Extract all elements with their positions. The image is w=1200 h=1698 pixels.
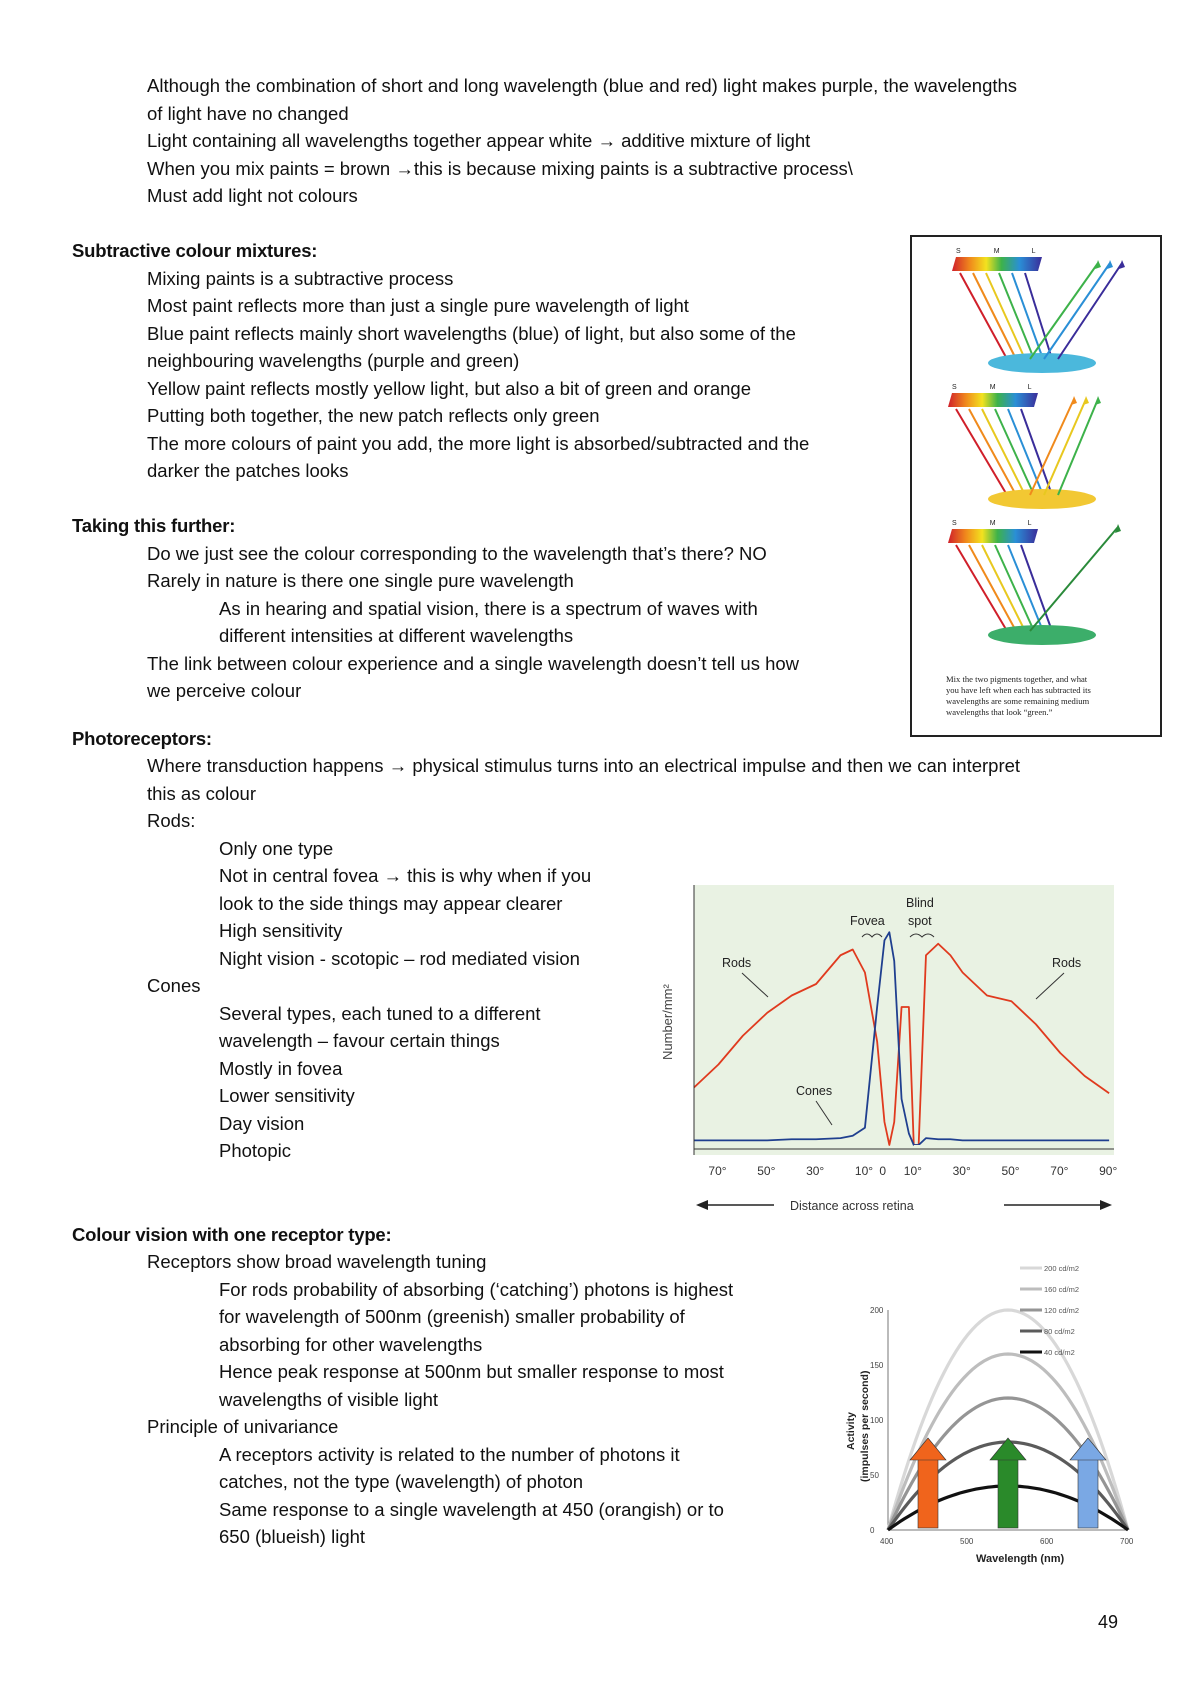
page-number: 49	[1097, 1612, 1118, 1632]
paint-patch	[988, 489, 1096, 509]
y-axis-label: Activity	[845, 1412, 857, 1450]
spectrum-strip	[948, 529, 1038, 543]
legend-label: 80 cd/m2	[1044, 1327, 1075, 1336]
section-heading-univariance: Colour vision with one receptor type:	[72, 1223, 392, 1245]
sub-bullet: Lower sensitivity	[219, 1085, 355, 1106]
spectrum-label: M	[993, 248, 1000, 255]
x-tick-label: 10°	[903, 1164, 922, 1178]
bullet: When you mix paints = brown →this is because mixing paints is a subtractive process\	[147, 157, 853, 179]
sub-bullet-cont: 650 (blueish) light	[219, 1526, 366, 1547]
bullet: Most paint reflects more than just a single pure wavelength of light	[147, 295, 689, 316]
sub-bullet-cont: look to the side things may appear clearer	[219, 892, 563, 914]
y-axis-label: Number/mm²	[660, 984, 675, 1060]
mix-panel-3	[948, 520, 1121, 645]
spectrum-label: M	[989, 520, 996, 527]
sub-bullet: Same response to a single wavelength at 450 (orangish) or to	[219, 1498, 724, 1520]
incoming-beam	[956, 409, 1007, 495]
x-tick-label: 600	[1040, 1537, 1054, 1546]
figure-caption: Mix the two pigments together, and what you have left when each has subtracted its wavelengths are some remaining medium wavelengths that look “green.”	[946, 674, 1091, 717]
sub-bullet: High sensitivity	[219, 920, 343, 941]
paint-patch	[988, 353, 1096, 373]
incoming-beam	[969, 545, 1016, 631]
reflected-beam	[1030, 399, 1074, 495]
arrowhead	[1083, 396, 1089, 405]
retina-chart-svg	[656, 885, 1118, 1213]
legend-label: 40 cd/m2	[1044, 1348, 1075, 1357]
spectrum-label: S	[956, 248, 961, 255]
spectrum-label: S	[952, 384, 957, 391]
mixing-illustration	[912, 237, 1160, 735]
x-tick-label: 0	[879, 1164, 887, 1178]
sub-bullet: Day vision	[219, 1112, 305, 1134]
incoming-beam	[986, 273, 1025, 359]
bullet-cont: we perceive colour	[147, 680, 302, 701]
bullet: Although the combination of short and long wavelength (blue and red) light makes purple, the wavelengths	[147, 75, 1018, 96]
incoming-beam	[973, 273, 1016, 359]
y-tick-label: 150	[870, 1361, 884, 1370]
intro-bullets	[0, 72, 1200, 210]
legend-label: 160 cd/m2	[1044, 1285, 1080, 1294]
bullet: Yellow paint reflects mostly yellow light, but also a bit of green and orange	[147, 377, 751, 399]
spectrum-label: M	[989, 384, 996, 391]
x-axis-label: Wavelength (nm)	[976, 1553, 1065, 1565]
bullet-cont: this as colour	[147, 782, 256, 804]
arrowhead	[1095, 396, 1101, 405]
annotation-rods-left: Rods	[722, 956, 752, 970]
bullet: Mixing paints is a subtractive process	[147, 267, 454, 289]
section-heading-further: Taking this further:	[72, 515, 236, 536]
section-heading-subtractive: Subtractive colour mixtures:	[72, 240, 318, 261]
x-tick-label: 50°	[757, 1164, 776, 1178]
bullet: Do we just see the colour corresponding to the wavelength that’s there? NO	[147, 542, 767, 564]
bullet: The more colours of paint you add, the more light is absorbed/subtracted and the	[147, 432, 810, 454]
y-tick-label: 100	[870, 1416, 884, 1425]
spectrum-label: L	[1027, 384, 1032, 391]
bullet: Light containing all wavelengths together appear white → additive mixture of light	[147, 130, 811, 151]
x-tick-label: 700	[1120, 1537, 1134, 1546]
x-tick-label: 70°	[708, 1164, 727, 1178]
spectrum-label: L	[1031, 248, 1036, 255]
x-tick-label: 400	[880, 1537, 894, 1546]
y-tick-label: 0	[870, 1526, 875, 1535]
sub-bullet-cont: for wavelength of 500nm (greenish) smaller probability of	[219, 1306, 685, 1327]
legend-label: 120 cd/m2	[1044, 1306, 1080, 1315]
bullet: Where transduction happens → physical stimulus turns into an electrical impulse and then we can interpret	[147, 755, 1021, 776]
photon-arrow-shaft	[1078, 1458, 1098, 1528]
spectrum-label: S	[952, 520, 957, 527]
sub-bullet-cont: catches, not the type (wavelength) of photon	[219, 1471, 584, 1492]
bullet: Putting both together, the new patch reflects only green	[147, 405, 600, 426]
bullet-cont: neighbouring wavelengths (purple and green)	[147, 350, 520, 371]
x-tick-label: 30°	[952, 1164, 971, 1178]
bullet: Must add light not colours	[147, 185, 358, 206]
x-tick-label: 500	[960, 1537, 974, 1546]
reflected-beam	[1058, 263, 1122, 359]
legend-label: 200 cd/m2	[1044, 1264, 1080, 1273]
reflected-beam	[1030, 263, 1098, 359]
sub-bullet: Only one type	[219, 837, 334, 859]
x-tick-label: 70°	[1050, 1164, 1069, 1178]
incoming-beam	[995, 409, 1034, 495]
spectrum-strip	[948, 393, 1038, 407]
photon-arrow-head	[990, 1438, 1026, 1460]
annotation-fovea: Fovea	[850, 914, 885, 928]
sub-bullet: A receptors activity is related to the number of photons it	[219, 1443, 680, 1465]
photon-arrow-shaft	[998, 1458, 1018, 1528]
annotation-blind: Blind	[906, 896, 934, 910]
retina-distribution-chart	[656, 885, 1118, 1213]
sub-bullet: For rods probability of absorbing (‘catching’) photons is highest	[219, 1278, 734, 1300]
y-axis-label-sub: (impulses per second)	[859, 1370, 871, 1482]
bullet: Principle of univariance	[147, 1416, 339, 1437]
annotation-spot: spot	[908, 914, 932, 928]
bullet-rods: Rods:	[147, 810, 196, 831]
sub-bullet-cont: wavelength – favour certain things	[219, 1030, 500, 1051]
incoming-beam	[995, 545, 1034, 631]
y-tick-label: 50	[870, 1471, 879, 1480]
x-tick-label: 10°	[854, 1164, 874, 1178]
univariance-chart	[820, 1260, 1160, 1600]
photon-arrow-shaft	[918, 1458, 938, 1528]
reflected-beam	[1030, 527, 1118, 631]
bullet: The link between colour experience and a single wavelength doesn’t tell us how	[147, 652, 800, 674]
section-heading-photoreceptors: Photoreceptors:	[72, 727, 212, 749]
mix-panel-2	[948, 384, 1101, 509]
sub-bullet-cont: absorbing for other wavelengths	[219, 1333, 483, 1355]
y-tick-label: 200	[870, 1306, 884, 1315]
x-tick-label: 90°	[1099, 1164, 1118, 1178]
annotation-cones: Cones	[796, 1084, 833, 1098]
bullet: Receptors show broad wavelength tuning	[147, 1251, 487, 1272]
univariance-chart-svg	[820, 1260, 1160, 1600]
x-tick-label: 30°	[806, 1164, 825, 1178]
bullet-cont: of light have no changed	[147, 102, 349, 124]
x-axis-label: Distance across retina	[790, 1199, 914, 1213]
sub-bullet-cont: wavelengths of visible light	[219, 1388, 439, 1410]
bullet-cont: darker the patches looks	[147, 460, 349, 481]
annotation-rods-right: Rods	[1052, 956, 1082, 970]
incoming-beam	[982, 409, 1025, 495]
sub-bullet: Night vision - scotopic – rod mediated vision	[219, 947, 580, 969]
reflected-beam	[1044, 263, 1110, 359]
sub-bullet: Not in central fovea → this is why when if you	[219, 865, 592, 886]
x-tick-label: 50°	[1001, 1164, 1020, 1178]
incoming-beam	[960, 273, 1007, 359]
bullet: Rarely in nature is there one single pure wavelength	[147, 570, 574, 591]
incoming-beam	[956, 545, 1007, 631]
subtractive-mixing-figure	[910, 235, 1162, 737]
sub-bullet: Several types, each tuned to a different	[219, 1002, 541, 1024]
spectrum-label: L	[1027, 520, 1032, 527]
incoming-beam	[982, 545, 1025, 631]
sub-bullet: As in hearing and spatial vision, there is a spectrum of waves with	[219, 597, 758, 619]
sub-bullet-cont: different intensities at different wavelengths	[219, 625, 574, 646]
blind-spot-gap	[914, 1145, 926, 1149]
sub-bullet: Hence peak response at 500nm but smaller response to most	[219, 1361, 724, 1382]
arrowhead	[1071, 396, 1077, 405]
spectrum-strip	[952, 257, 1042, 271]
bullet-cones: Cones	[147, 975, 201, 996]
bullet: Blue paint reflects mainly short wavelengths (blue) of light, but also some of the	[147, 322, 796, 344]
paint-patch	[988, 625, 1096, 645]
incoming-beam	[969, 409, 1016, 495]
mix-panel-1	[952, 248, 1125, 373]
sub-bullet: Mostly in fovea	[219, 1057, 343, 1079]
sub-bullet: Photopic	[219, 1140, 291, 1161]
